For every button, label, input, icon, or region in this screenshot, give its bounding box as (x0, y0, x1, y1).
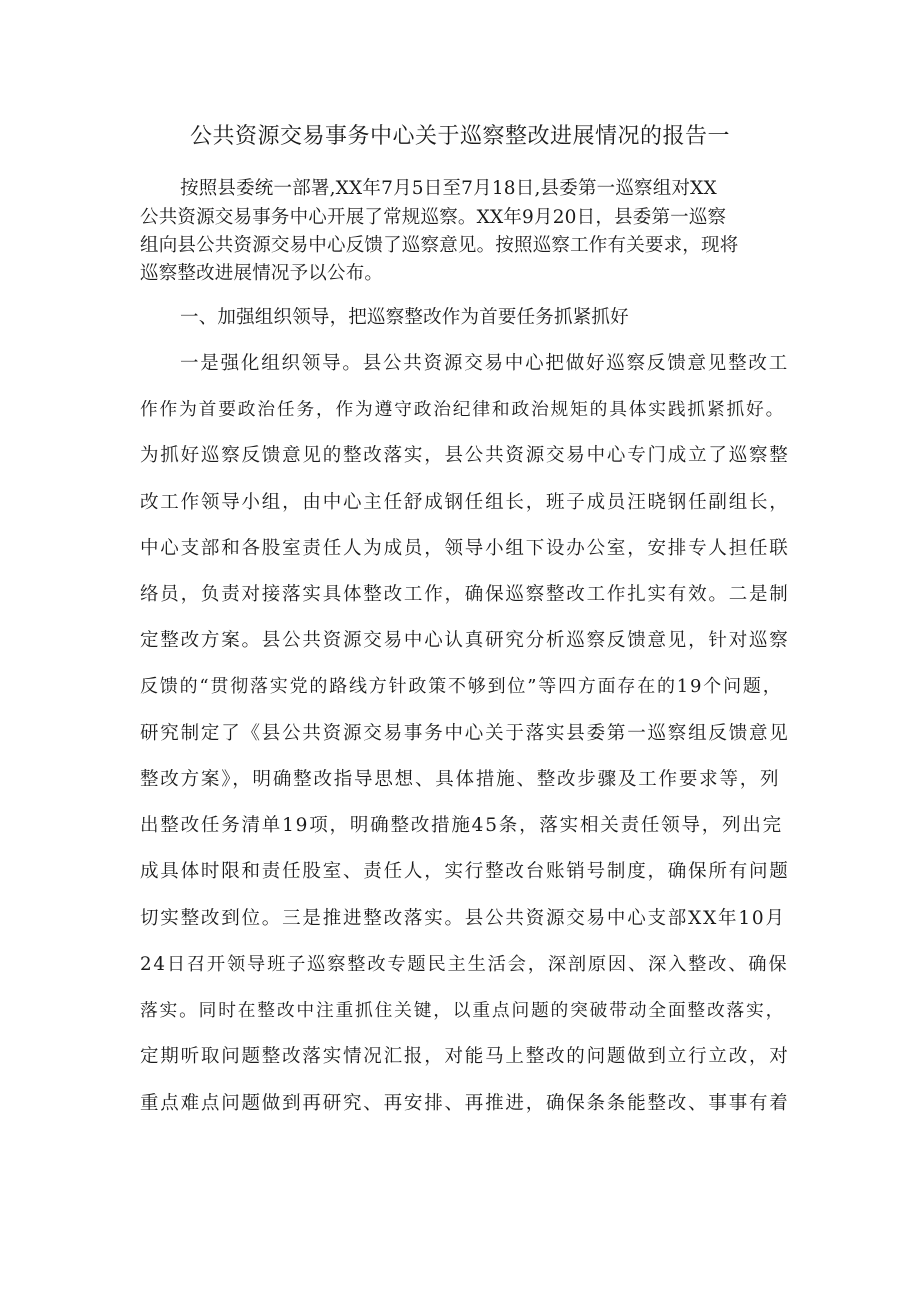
body-line: 出整改任务清单19项，明确整改措施45条，落实相关责任领导，列出完 (140, 815, 783, 836)
body-line: 24日召开领导班子巡察整改专题民主生活会，深剖原因、深入整改、确保 (140, 954, 789, 975)
body-line: 切实整改到位。三是推进整改落实。县公共资源交易中心支部XX年10月 (140, 908, 786, 929)
body-line: 定期听取问题整改落实情况汇报，对能马上整改的问题做到立行立改，对 (140, 1046, 790, 1067)
body-line: 落实。同时在整改中注重抓住关键，以重点问题的突破带动全面整改落实， (140, 1001, 786, 1021)
body-line: 反馈的“贯彻落实党的路线方针政策不够到位”等四方面存在的19个问题， (140, 676, 783, 697)
document-title: 公共资源交易事务中心关于巡察整改进展情况的报告一 (189, 124, 730, 149)
body-line: 成具体时限和责任股室、责任人，实行整改台账销号制度，确保所有问题 (140, 861, 790, 882)
body-line: 络员，负责对接落实具体整改工作，确保巡察整改工作扎实有效。二是制 (140, 584, 790, 605)
section-heading: 一、加强组织领导，把巡察整改作为首要任务抓紧抓好 (180, 307, 629, 328)
intro-line: 巡察整改进展情况予以公布。 (140, 263, 384, 284)
body-line: 研究制定了《县公共资源交易事务中心关于落实县委第一巡察组反馈意见 (140, 723, 790, 744)
body-line: 中心支部和各股室责任人为成员，领导小组下设办公室，安排专人担任联 (140, 538, 790, 559)
body-line: 改工作领导小组，由中心主任舒成钢任组长，班子成员汪晓钢任副组长， (140, 492, 790, 513)
body-line: 为抓好巡察反馈意见的整改落实，县公共资源交易中心专门成立了巡察整 (140, 445, 790, 466)
body-line: 作作为首要政治任务，作为遵守政治纪律和政治规矩的具体实践抓紧抓好。 (140, 400, 786, 420)
body-line: 重点难点问题做到再研究、再安排、再推进，确保条条能整改、事事有着 (140, 1093, 790, 1114)
intro-line: 组向县公共资源交易中心反馈了巡察意见。按照巡察工作有关要求，现将 (140, 235, 739, 256)
body-line: 一是强化组织领导。县公共资源交易中心把做好巡察反馈意见整改工 (180, 353, 790, 374)
intro-line: 公共资源交易事务中心开展了常规巡察。XX年9月20日，县委第一巡察 (140, 207, 727, 228)
body-line: 定整改方案。县公共资源交易中心认真研究分析巡察反馈意见，针对巡察 (140, 630, 790, 651)
intro-line: 按照县委统一部署,XX年7月5日至7月18日,县委第一巡察组对XX (180, 178, 717, 199)
body-line: 整改方案》，明确整改指导思想、具体措施、整改步骤及工作要求等，列 (140, 769, 781, 790)
